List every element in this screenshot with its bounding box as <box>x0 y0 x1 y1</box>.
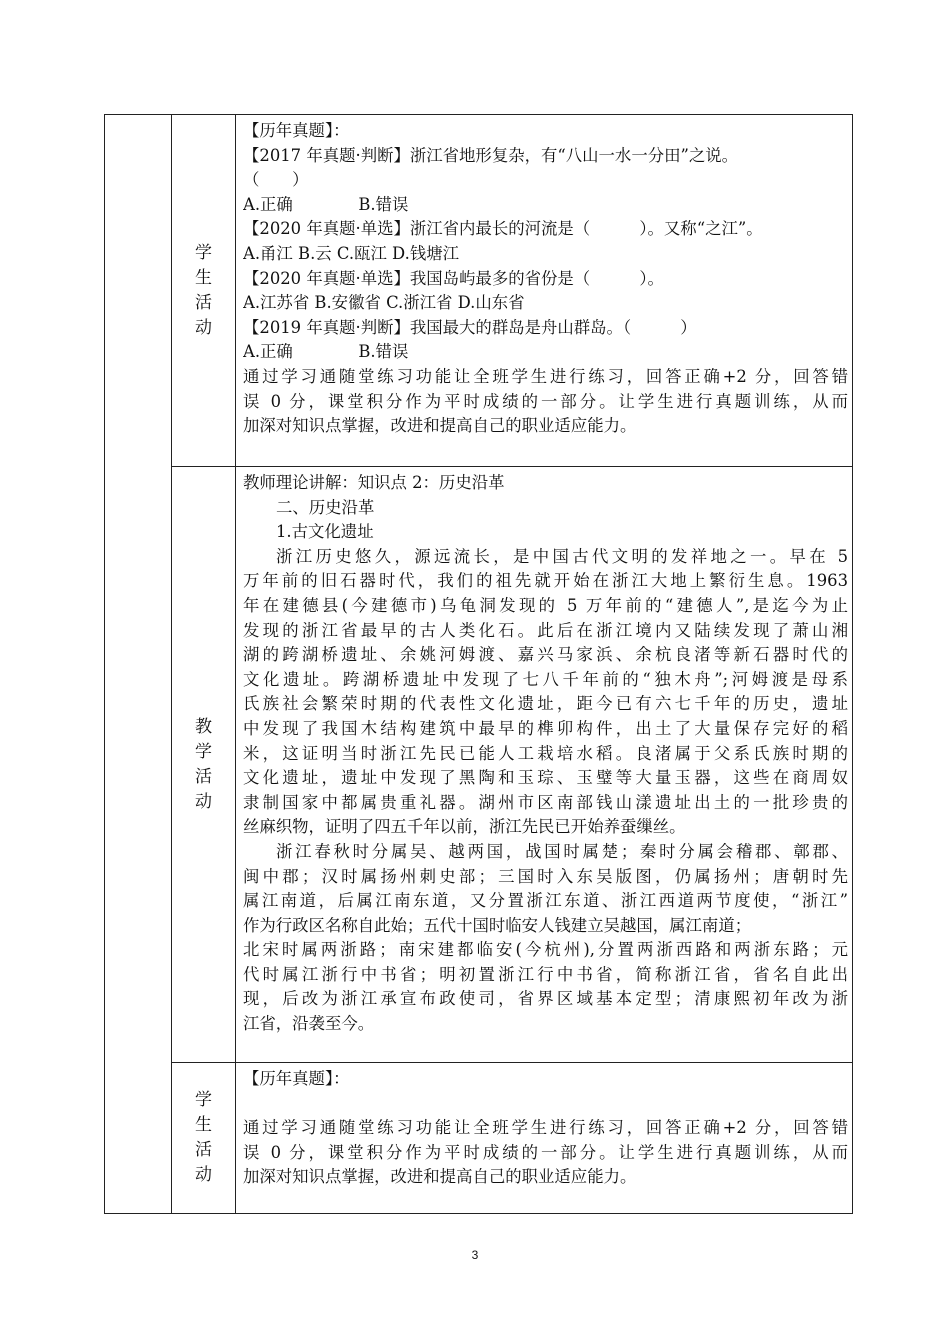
paragraph-line: 年在建德县(今建德市)乌龟洞发现的 5 万年前的“建德人”,是迄今为止 <box>243 595 848 615</box>
text-line: （ ） <box>243 170 309 190</box>
page-number: 3 <box>471 1248 479 1262</box>
paragraph-line: 代时属江浙行中书省；明初置浙江行中书省，简称浙江省，省名自此出 <box>243 964 848 984</box>
text-line: 通过学习通随堂练习功能让全班学生进行练习，回答正确+2 分，回答错 <box>243 366 848 386</box>
teaching-activity-row <box>105 467 853 1063</box>
label-char: 学 <box>195 1090 212 1110</box>
text-line: 【2017 年真题·判断】浙江省地形复杂，有“八山一水一分田”之说。 <box>243 145 739 165</box>
text-line: 【历年真题】： <box>243 1069 350 1088</box>
text-line: A.甬江 B.云 C.瓯江 D.钱塘江 <box>243 243 459 263</box>
exam-practice-content <box>236 1063 853 1214</box>
exam-questions-content <box>236 115 853 467</box>
paragraph-line: 江省，沿袭至今。 <box>243 1014 375 1034</box>
paragraph-line: 隶制国家中都属贵重礼器。湖州市区南部钱山漾遗址出土的一批珍贵的 <box>243 792 848 812</box>
paragraph-line: 北宋时属两浙路；南宋建都临安(今杭州),分置两浙西路和两浙东路；元 <box>243 940 848 960</box>
lesson-table <box>104 114 853 1214</box>
text-line: 误 0 分，课堂积分作为平时成绩的一部分。让学生进行真题训练，从而 <box>243 391 848 411</box>
paragraph-line: 发现的浙江省最早的古人类化石。此后在浙江境内又陆续发现了萧山湘 <box>243 620 848 640</box>
paragraph-line: 作为行政区名称自此始；五代十国时临安人钱建立吴越国，属江南道； <box>243 915 752 935</box>
label-char: 活 <box>195 292 212 313</box>
row-label <box>172 1063 236 1214</box>
paragraph-line: 浙江历史悠久，源远流长，是中国古代文明的发祥地之一。早在 5 <box>276 546 848 566</box>
blank-line <box>243 1092 848 1117</box>
label-char: 学 <box>195 242 212 263</box>
left-blank-column <box>105 115 172 1214</box>
paragraph-line: 中发现了我国木结构建筑中最早的榫卯构件，出土了大量保存完好的稻 <box>243 718 848 738</box>
section-title: 二、历史沿革 <box>276 497 375 517</box>
paragraph-line: 闽中郡；汉时属扬州刺史部；三国时入东吴版图，仍属扬州；唐朝时先 <box>243 866 848 886</box>
text-line: 【2020 年真题·单选】浙江省内最长的河流是（ ）。又称“之江”。 <box>243 219 763 239</box>
paragraph-line: 丝麻织物，证明了四五千年以前，浙江先民已开始养蚕缫丝。 <box>243 817 686 837</box>
label-char: 活 <box>195 766 212 787</box>
paragraph-line: 湖的跨湖桥遗址、余姚河姆渡、嘉兴马家浜、余杭良渚等新石器时代的 <box>243 645 848 665</box>
label-char: 生 <box>195 267 212 288</box>
label-char: 教 <box>195 716 212 737</box>
paragraph-line: 氏族社会繁荣时期的代表性文化遗址，距今已有六七千年的历史，遗址 <box>243 694 848 714</box>
text-line: 误 0 分，课堂积分作为平时成绩的一部分。让学生进行真题训练，从而 <box>243 1142 848 1162</box>
subsection-title: 1.古文化遗址 <box>276 522 374 542</box>
text-line: 通过学习通随堂练习功能让全班学生进行练习，回答正确+2 分，回答错 <box>243 1118 848 1138</box>
history-lecture-content <box>236 467 853 1063</box>
paragraph-line: 浙江春秋时分属吴、越两国，战国时属楚；秦时分属会稽郡、鄣郡、 <box>276 841 848 861</box>
text-line: 【2020 年真题·单选】我国岛屿最多的省份是（ ）。 <box>243 268 664 288</box>
paragraph-line: 文化遗址，遗址中发现了黑陶和玉琮、玉璧等大量玉器，这些在商周奴 <box>243 768 848 788</box>
paragraph-line: 现，后改为浙江承宣布政使司，省界区域基本定型；清康熙初年改为浙 <box>243 989 848 1009</box>
label-char: 动 <box>195 1165 212 1185</box>
text-line: 加深对知识点掌握，改进和提高自己的职业适应能力。 <box>243 416 637 436</box>
text-line: 【历年真题】： <box>243 121 350 140</box>
label-char: 学 <box>195 741 212 762</box>
paragraph-line: 万年前的旧石器时代，我们的祖先就开始在浙江大地上繁衍生息。1963 <box>243 571 848 591</box>
label-char: 动 <box>195 791 212 812</box>
text-line: 【2019 年真题·判断】我国最大的群岛是舟山群岛。（ ） <box>243 317 697 337</box>
text-line: 加深对知识点掌握，改进和提高自己的职业适应能力。 <box>243 1167 637 1187</box>
student-activity-row-1 <box>105 115 853 467</box>
label-char: 活 <box>195 1140 212 1160</box>
row-label <box>172 467 236 1063</box>
text-line: A.正确 B.错误 <box>243 342 409 362</box>
text-line: A.江苏省 B.安徽省 C.浙江省 D.山东省 <box>243 293 525 313</box>
lecture-heading: 教师理论讲解：知识点 2：历史沿革 <box>243 473 505 492</box>
label-char: 动 <box>195 317 212 338</box>
student-activity-row-2 <box>105 1063 853 1214</box>
paragraph-line: 属江南道，后属江南东道，又分置浙江东道、浙江西道两节度使，“浙江” <box>243 891 848 911</box>
paragraph-line: 米，这证明当时浙江先民已能人工栽培水稻。良渚属于父系氏族时期的 <box>243 743 848 763</box>
label-char: 生 <box>195 1115 212 1135</box>
paragraph-line: 文化遗址。跨湖桥遗址中发现了七八千年前的“独木舟”;河姆渡是母系 <box>243 669 848 689</box>
row-label <box>172 115 236 467</box>
text-line: A.正确 B.错误 <box>243 194 409 214</box>
